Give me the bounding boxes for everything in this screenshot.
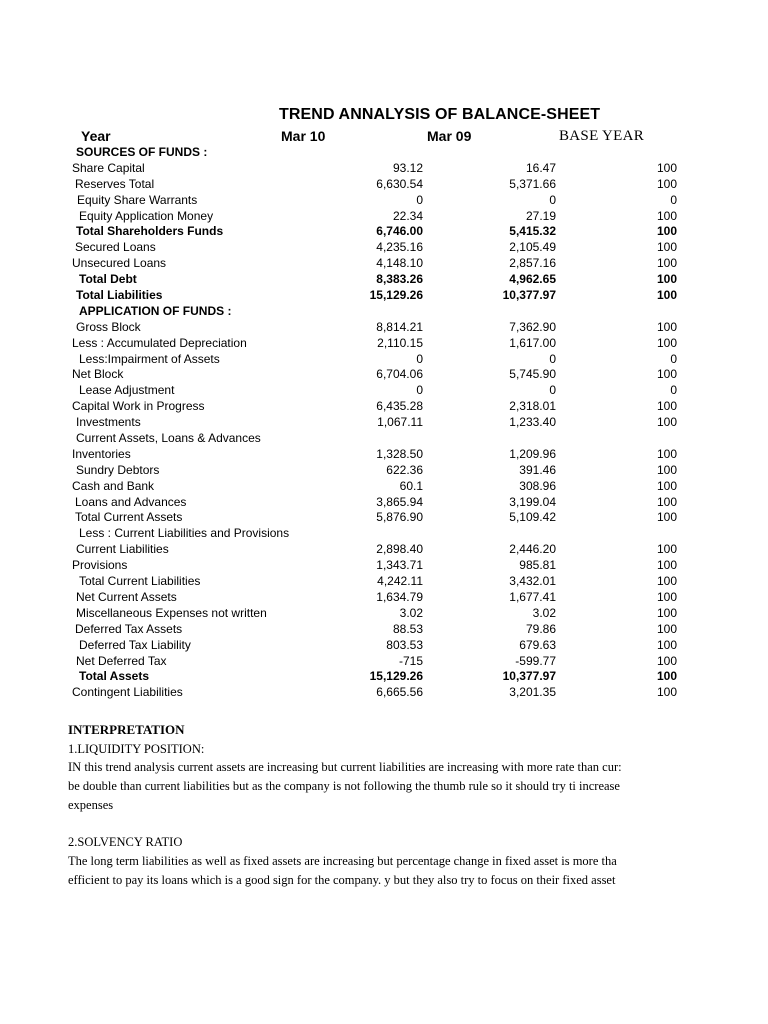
- row-label: Lease Adjustment: [79, 383, 175, 398]
- mar09-value: 5,371.66: [509, 176, 556, 191]
- row-label: Inventories: [72, 446, 131, 461]
- liquidity-heading: 1.LIQUIDITY POSITION:: [68, 742, 205, 756]
- row-label: Investments: [76, 415, 141, 430]
- mar10-value: 803.53: [386, 637, 423, 652]
- mar09-value: 5,109.42: [509, 510, 556, 525]
- row-label: Total Shareholders Funds: [76, 224, 224, 239]
- table-row: [0, 590, 768, 606]
- table-row: [0, 240, 768, 256]
- mar10-value: 1,343.71: [376, 558, 423, 573]
- mar10-value: 6,435.28: [376, 399, 423, 414]
- page-title: TREND ANNALYSIS OF BALANCE-SHEET: [279, 106, 601, 123]
- mar09-value: 3,199.04: [509, 494, 556, 509]
- row-label: Total Current Assets: [75, 510, 183, 525]
- mar10-value: 0: [416, 192, 423, 207]
- base-year-value: 100: [656, 335, 677, 350]
- row-label: SOURCES OF FUNDS :: [76, 145, 208, 159]
- base-year-value: 100: [656, 653, 677, 668]
- table-row: [0, 288, 768, 304]
- base-year-value: 100: [656, 240, 677, 255]
- table-row: [0, 415, 768, 431]
- table-row: [0, 558, 768, 574]
- mar10-value: 4,242.11: [377, 574, 423, 589]
- mar10-value: 0: [416, 351, 423, 366]
- mar09-value: 1,617.00: [509, 335, 556, 350]
- mar10-value: 3,865.94: [376, 494, 423, 509]
- mar09-value: 5,415.32: [509, 224, 556, 239]
- table-row: [0, 638, 768, 654]
- mar10-value: -715: [398, 653, 423, 668]
- mar10-value: 15,129.26: [369, 669, 423, 684]
- table-row: [0, 336, 768, 352]
- table-row: [0, 685, 768, 701]
- mar10-value: 2,898.40: [376, 542, 423, 557]
- mar09-value: 16.47: [525, 160, 556, 175]
- mar10-value: 8,814.21: [376, 319, 423, 334]
- mar10-value: 6,665.56: [376, 685, 423, 700]
- row-label: Contingent Liabilities: [72, 685, 183, 700]
- base-year-value: 0: [670, 383, 677, 398]
- mar09-value: 27.19: [525, 208, 556, 223]
- solvency-text-line: The long term liabilities as well as fixed assets are increasing but percentage change in fixed asset is more tha: [68, 854, 617, 868]
- mar09-value: 679.63: [519, 637, 556, 652]
- row-label: Sundry Debtors: [76, 462, 160, 477]
- mar09-value: -599.77: [515, 653, 556, 668]
- row-label: APPLICATION OF FUNDS :: [79, 303, 232, 318]
- mar09-value: 5,745.90: [509, 367, 556, 382]
- base-year-value: 100: [656, 399, 677, 414]
- base-year-value: 100: [656, 574, 677, 589]
- solvency-text-line: efficient to pay its loans which is a good sign for the company. y but they also try to focus on their fixed asset: [68, 873, 616, 887]
- row-label: Total Debt: [79, 272, 137, 287]
- table-row: [0, 383, 768, 399]
- row-label: Reserves Total: [75, 176, 155, 191]
- table-row: [0, 495, 768, 511]
- mar09-value: 391.46: [519, 462, 556, 477]
- mar09-value: 0: [549, 351, 556, 366]
- row-label: Net Current Assets: [76, 589, 177, 604]
- mar09-value: 2,318.01: [509, 399, 556, 414]
- table-row: [0, 526, 768, 542]
- mar10-value: 2,110.15: [377, 335, 423, 350]
- table-row: [0, 399, 768, 415]
- liquidity-text-line: IN this trend analysis current assets are increasing but current liabilities are increasing with more rate than cur:: [68, 760, 622, 774]
- base-year-value: 100: [656, 621, 677, 636]
- liquidity-text-line: expenses: [68, 798, 114, 812]
- base-year-value: 100: [656, 367, 677, 382]
- row-label: Less : Current Liabilities and Provisions: [79, 526, 290, 541]
- mar10-value: 622.36: [386, 462, 423, 477]
- mar09-value: 308.96: [519, 478, 556, 493]
- row-label: Provisions: [72, 558, 128, 573]
- table-row: [0, 304, 768, 320]
- base-year-value: 100: [656, 288, 677, 303]
- mar09-value: 7,362.90: [509, 319, 556, 334]
- base-year-value: 100: [656, 558, 677, 573]
- base-year-value: 100: [656, 462, 677, 477]
- mar09-value: 3,201.35: [509, 685, 556, 700]
- mar09-value: 79.86: [525, 621, 556, 636]
- base-year-value: 100: [656, 637, 677, 652]
- mar09-value: 1,209.96: [509, 446, 556, 461]
- mar09-value: 10,377.97: [502, 288, 556, 303]
- row-label: Total Assets: [79, 669, 150, 684]
- mar09-value: 3.02: [532, 605, 556, 620]
- row-label: Secured Loans: [75, 240, 156, 255]
- mar09-value: 985.81: [519, 558, 556, 573]
- table-row: [0, 367, 768, 383]
- mar09-value: 1,677.41: [509, 589, 556, 604]
- mar10-value: 1,328.50: [376, 446, 423, 461]
- base-year-value: 100: [656, 176, 677, 191]
- base-year-value: 100: [656, 319, 677, 334]
- mar10-value: 3.02: [399, 605, 423, 620]
- mar10-value: 6,704.06: [376, 367, 423, 382]
- mar10-value: 8,383.26: [376, 272, 423, 287]
- col-mar10-header: Mar 10: [281, 128, 326, 144]
- col-mar09-header: Mar 09: [427, 128, 472, 144]
- table-row: [0, 574, 768, 590]
- row-label: Equity Share Warrants: [77, 192, 198, 207]
- base-year-value: 0: [670, 192, 677, 207]
- table-row: [0, 654, 768, 670]
- row-label: Capital Work in Progress: [72, 399, 205, 414]
- table-row: [0, 193, 768, 209]
- row-label: Current Liabilities: [76, 542, 169, 557]
- mar10-value: 4,148.10: [376, 256, 423, 271]
- interpretation-heading: INTERPRETATION: [68, 722, 185, 737]
- table-row: [0, 352, 768, 368]
- mar09-value: 4,962.65: [509, 272, 556, 287]
- mar10-value: 22.34: [392, 208, 423, 223]
- row-label: Deferred Tax Assets: [75, 621, 183, 636]
- row-label: Gross Block: [76, 319, 141, 334]
- base-year-value: 100: [656, 446, 677, 461]
- table-row: [0, 542, 768, 558]
- year-header: Year: [81, 128, 111, 144]
- mar10-value: 6,746.00: [376, 224, 423, 239]
- table-row: [0, 224, 768, 240]
- base-year-value: 100: [656, 224, 677, 239]
- mar10-value: 15,129.26: [369, 288, 423, 303]
- liquidity-text-line: be double than current liabilities but as the company is not following the thumb rule so it should try ti increase: [68, 779, 620, 793]
- balance-sheet-table: [0, 145, 768, 701]
- mar10-value: 93.12: [392, 160, 423, 175]
- base-year-value: 100: [656, 589, 677, 604]
- mar09-value: 3,432.01: [509, 574, 556, 589]
- mar09-value: 0: [549, 192, 556, 207]
- base-year-value: 100: [656, 510, 677, 525]
- base-year-value: 100: [656, 605, 677, 620]
- table-row: [0, 669, 768, 685]
- mar09-value: 10,377.97: [502, 669, 556, 684]
- mar10-value: 6,630.54: [376, 176, 423, 191]
- base-year-value: 100: [656, 494, 677, 509]
- table-row: [0, 256, 768, 272]
- table-row: [0, 320, 768, 336]
- row-label: Total Liabilities: [76, 288, 163, 303]
- base-year-value: 100: [656, 669, 677, 684]
- table-row: [0, 479, 768, 495]
- base-year-value: 100: [656, 256, 677, 271]
- mar09-value: 1,233.40: [509, 415, 556, 430]
- mar09-value: 2,446.20: [509, 542, 556, 557]
- row-label: Deferred Tax Liability: [79, 637, 191, 652]
- row-label: Net Block: [72, 367, 124, 382]
- mar10-value: 88.53: [392, 621, 423, 636]
- row-label: Less : Accumulated Depreciation: [72, 335, 247, 350]
- row-label: Cash and Bank: [72, 478, 155, 493]
- row-label: Share Capital: [72, 160, 145, 175]
- table-row: [0, 606, 768, 622]
- table-row: [0, 463, 768, 479]
- row-label: Current Assets, Loans & Advances: [76, 431, 261, 446]
- mar10-value: 0: [416, 383, 423, 398]
- mar10-value: 1,634.79: [376, 589, 423, 604]
- row-label: Less:Impairment of Assets: [79, 351, 220, 366]
- base-year-value: 0: [670, 351, 677, 366]
- table-row: [0, 161, 768, 177]
- row-label: Total Current Liabilities: [79, 574, 201, 589]
- mar09-value: 2,105.49: [509, 240, 556, 255]
- mar09-value: 0: [549, 383, 556, 398]
- table-row: [0, 145, 768, 161]
- row-label: Miscellaneous Expenses not written: [76, 605, 267, 620]
- base-year-value: 100: [656, 478, 677, 493]
- row-label: Loans and Advances: [75, 494, 187, 509]
- table-row: [0, 447, 768, 463]
- mar10-value: 1,067.11: [377, 415, 423, 430]
- row-label: Net Deferred Tax: [76, 653, 167, 668]
- mar09-value: 2,857.16: [509, 256, 556, 271]
- base-year-value: 100: [656, 685, 677, 700]
- base-year-value: 100: [656, 208, 677, 223]
- row-label: Equity Application Money: [79, 208, 214, 223]
- row-label: Unsecured Loans: [72, 256, 167, 271]
- base-year-value: 100: [656, 272, 677, 287]
- table-row: [0, 209, 768, 225]
- solvency-heading: 2.SOLVENCY RATIO: [68, 835, 183, 849]
- table-row: [0, 622, 768, 638]
- mar10-value: 60.1: [399, 478, 423, 493]
- col-base-year-header: BASE YEAR: [559, 128, 645, 144]
- mar10-value: 4,235.16: [376, 240, 423, 255]
- table-row: [0, 431, 768, 447]
- mar10-value: 5,876.90: [376, 510, 423, 525]
- base-year-value: 100: [656, 160, 677, 175]
- base-year-value: 100: [656, 415, 677, 430]
- table-row: [0, 177, 768, 193]
- table-row: [0, 510, 768, 526]
- base-year-value: 100: [656, 542, 677, 557]
- table-row: [0, 272, 768, 288]
